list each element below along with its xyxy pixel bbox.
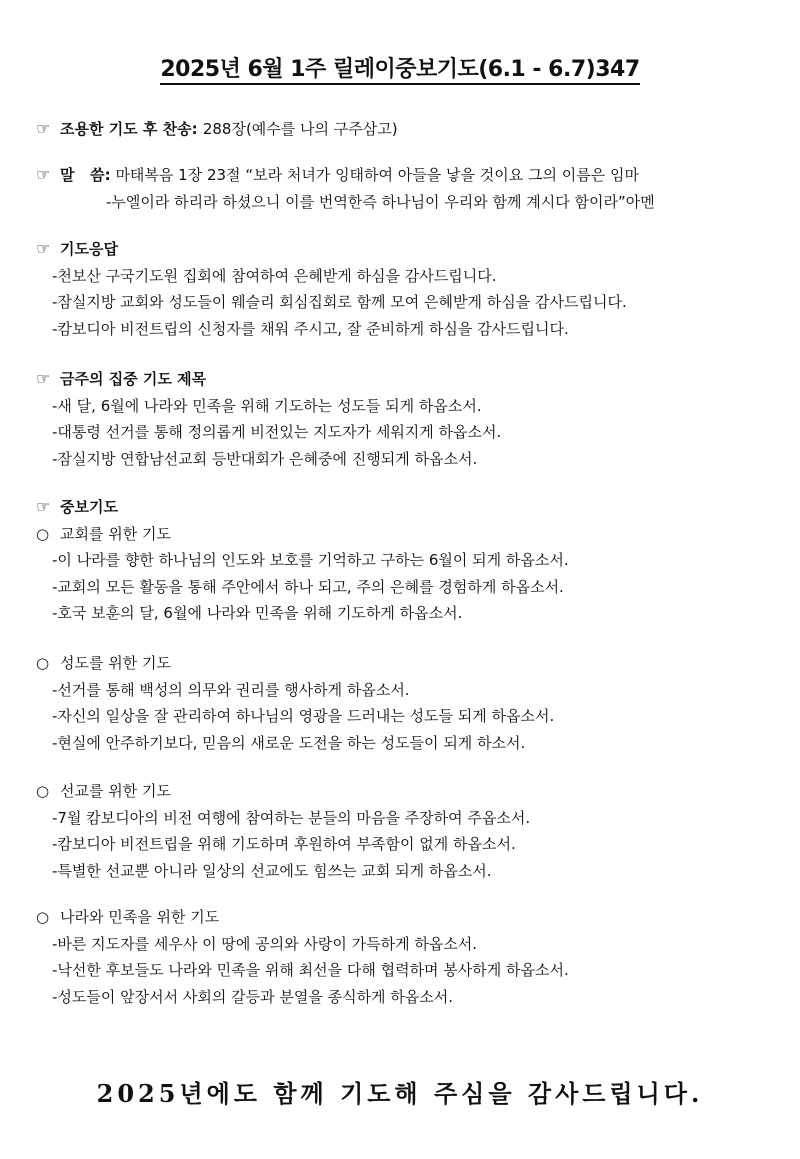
- group-nation: [36, 904, 776, 1010]
- group-mission: [36, 778, 776, 884]
- group-title-church: 교회를 위한 기도: [60, 524, 171, 543]
- hymn-label: 조용한 기도 후 찬송: [60, 120, 192, 138]
- list-item: -현실에 안주하기보다, 믿음의 새로운 도전을 하는 성도들이 되게 하소서.: [52, 733, 526, 752]
- pointing-hand-icon: ☞: [36, 497, 51, 516]
- list-item: -잠실지방 연합남선교회 등반대회가 은혜중에 진행되게 하옵소서.: [52, 449, 478, 468]
- scripture-section: [36, 162, 776, 215]
- circle-icon: ○: [36, 654, 50, 672]
- list-item: -성도들이 앞장서서 사회의 갈등과 분열을 종식하게 하옵소서.: [52, 987, 454, 1006]
- scripture-line-2: -누엘이라 하리라 하셨으니 이를 번역한즉 하나님이 우리와 함께 계시다 함이라”아멘: [106, 192, 655, 211]
- group-title-mission: 선교를 위한 기도: [60, 782, 171, 800]
- focus-heading: 금주의 집중 기도 제목: [60, 370, 207, 388]
- list-item: -교회의 모든 활동을 통해 주안에서 하나 되고, 주의 은혜를 경험하게 하옵소서.: [52, 577, 564, 596]
- circle-icon: ○: [36, 908, 50, 926]
- list-item: -낙선한 후보들도 나라와 민족을 위해 최선을 다해 협력하며 봉사하게 하옵소서.: [52, 961, 569, 979]
- group-title-saints: 성도를 위한 기도: [60, 654, 171, 672]
- hymn-text: 288장(예수를 나의 구주삼고): [202, 120, 398, 138]
- page-title: [0, 52, 800, 83]
- list-item: -호국 보훈의 달, 6월에 나라와 민족을 위해 기도하게 하옵소서.: [52, 604, 463, 622]
- scripture-label: 말 씀:: [60, 166, 111, 184]
- list-item: -천보산 구국기도원 집회에 참여하여 은혜받게 하심을 감사드립니다.: [52, 266, 497, 285]
- answers-section: [36, 236, 776, 342]
- list-item: -바른 지도자를 세우사 이 땅에 공의와 사랑이 가득하게 하옵소서.: [52, 934, 478, 953]
- list-item: -캄보디아 비전트립을 위해 기도하며 후원하여 부족함이 없게 하옵소서.: [52, 835, 516, 853]
- circle-icon: ○: [36, 782, 50, 800]
- group-saints: [36, 650, 776, 756]
- list-item: -선거를 통해 백성의 의무와 권리를 행사하게 하옵소서.: [52, 680, 410, 699]
- focus-section: [36, 366, 776, 472]
- page-title-text: 2025년 6월 1주 릴레이중보기도(6.1 - 6.7)347: [160, 57, 639, 85]
- pointing-hand-icon: ☞: [36, 119, 51, 138]
- list-item: -7월 캄보디아의 비전 여행에 참여하는 분들의 마음을 주장하여 주옵소서.: [52, 808, 531, 827]
- pointing-hand-icon: ☞: [36, 165, 51, 184]
- list-item: -자신의 일상을 잘 관리하여 하나님의 영광을 드러내는 성도들 되게 하옵소서.: [52, 707, 555, 725]
- circle-icon: ○: [36, 524, 50, 543]
- pointing-hand-icon: ☞: [36, 369, 51, 388]
- closing-message: 2025년에도 함께 기도해 주심을 감사드립니다.: [96, 1079, 704, 1108]
- list-item: -캄보디아 비전트립의 신청자를 채워 주시고, 잘 준비하게 하심을 감사드립니다.: [52, 319, 569, 338]
- group-title-nation: 나라와 민족을 위한 기도: [60, 908, 220, 926]
- list-item: -잠실지방 교회와 성도들이 웨슬리 회심집회로 함께 모여 은혜받게 하심을 감사드립니다.: [52, 293, 627, 311]
- scripture-line-1: 마태복음 1장 23절 “보라 처녀가 잉태하여 아들을 낳을 것이요 그의 이름은 임마: [115, 166, 639, 184]
- hymn-section: ☞ 조용한 기도 후 찬송: 288장(예수를 나의 구주삼고): [36, 116, 776, 143]
- list-item: -이 나라를 향한 하나님의 인도와 보호를 기억하고 구하는 6월이 되게 하옵소서.: [52, 551, 569, 569]
- intercession-heading: 중보기도: [60, 498, 118, 516]
- answers-heading: 기도응답: [60, 240, 118, 258]
- intercession-section: [36, 494, 776, 627]
- pointing-hand-icon: ☞: [36, 239, 51, 258]
- list-item: -특별한 선교뿐 아니라 일상의 선교에도 힘쓰는 교회 되게 하옵소서.: [52, 861, 492, 880]
- list-item: -대통령 선거를 통해 정의롭게 비전있는 지도자가 세워지게 하옵소서.: [52, 423, 502, 441]
- list-item: -새 달, 6월에 나라와 민족을 위해 기도하는 성도들 되게 하옵소서.: [52, 396, 482, 415]
